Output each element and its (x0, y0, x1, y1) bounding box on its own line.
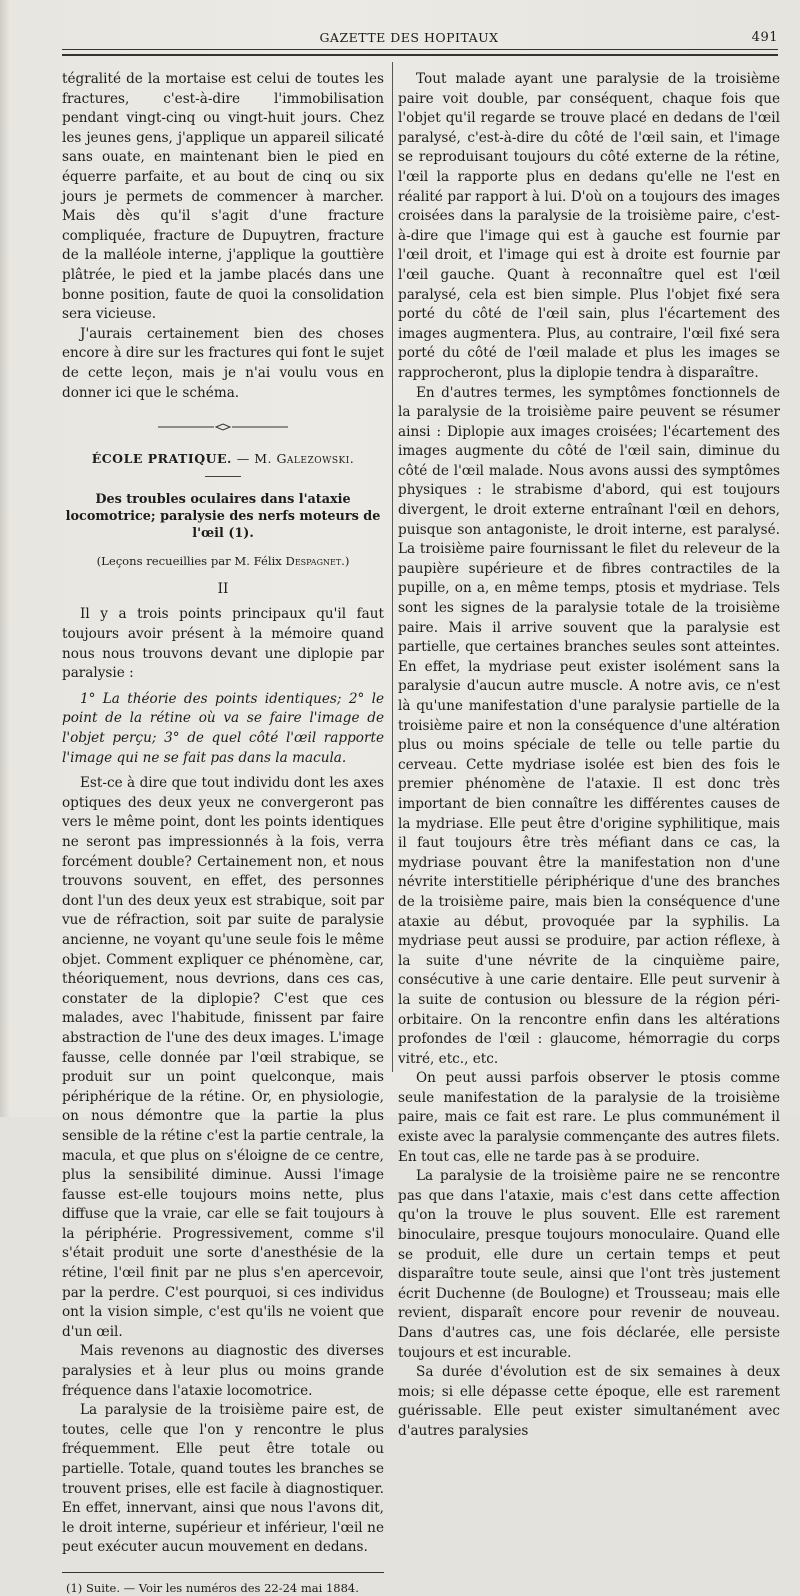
body-paragraph: Tout malade ayant une paralysie de la troisième paire voit double, par conséquent, chaque fois que l'objet qu'il regarde se trouve placé en dedans de l'œil paralysé, c'est-à-dire du côté de l'œil sain, et l'image se reproduisant toujours du côté externe de la rétine, l'œil la rapporte plus en dedans qu'elle ne l'est en réalité par rapport à lui. D'où on a toujours des images croisées dans la paralysie de la troisième paire, c'est-à-dire que l'image qui est à gauche est fournie par l'œil droit, et l'image qui est à droite est fournie par l'œil gauche. Quant à reconnaître quel est l'œil paralysé, cela est bien simple. Plus l'objet fixé sera porté du côté de l'œil sain, plus l'écartement des images augmentera. Plus, au contraire, l'œil fixé sera porté du côté de l'œil malade et plus les images se rapprocheront, plus la diplopie tendra à disparaître. (398, 71, 780, 381)
right-column (398, 70, 780, 1442)
journal-title: GAZETTE DES HOPITAUX (319, 30, 499, 45)
header-rule-thin (62, 49, 778, 50)
body-paragraph: La paralysie de la troisième paire est, de toutes, celle que l'on y rencontre le plus fréquemment. Elle peut être totale ou partielle. Totale, quand toutes les branches se trouvent prises, elle est facile à diagnostiquer. En effet, innervant, ainsi que nous l'avons dit, le droit interne, supérieur et inférieur, l'œil ne peut exécuter aucun mouvement en dedans. (62, 1402, 384, 1556)
lecture-credit-name: Despagnet.) (285, 554, 350, 569)
body-paragraph-italic: 1° La théorie des points identiques; 2° le point de la rétine où va se faire l'image de l'objet perçu; 3° de quel côté l'œil rapporte l'image qui ne se fait pas dans la macula. (62, 690, 384, 766)
header-rule-thick (62, 54, 778, 56)
footnote-rule (62, 1572, 384, 1573)
part-numeral: II (217, 580, 229, 597)
intro-paragraph-1: tégralité de la mortaise est celui de toutes les fractures, c'est-à-dire l'immobilisation pendant vingt-cinq ou vingt-huit jours. Chez les jeunes gens, j'applique un appareil silicaté sans ouate, en maintenant bien le pied en équerre parfaite, et au bout de cinq ou six jours je permets de commencer à marcher. Mais dès qu'il s'agit d'une fracture compliquée, fracture de Dupuytren, fracture de la malléole interne, j'applique la gouttière plâtrée, le pied et la jambe placés dans une bonne position, faute de quoi la consolidation sera vicieuse. (62, 71, 384, 323)
body-paragraph: Sa durée d'évolution est de six semaines à deux mois; si elle dépasse cette époque, elle est rarement guérissable. Elle peut exister simultanément avec d'autres paralysies (398, 1364, 780, 1439)
body-paragraph: Est-ce à dire que tout individu dont les axes optiques des deux yeux ne convergeront pas vers le même point, dont les points identiques ne seront pas impressionnés à la fois, verra forcément double? Certainement non, et nous trouvons souvent, en effet, des personnes dont l'un des deux yeux est strabique, soit par vue de réfraction, soit par suite de paralysie ancienne, ne voyant qu'une seule fois le même objet. Comment expliquer ce phénomène, car, théoriquement, nous devrions, dans ces cas, constater de la diplopie? C'est que ces malades, avec l'habitude, finissent par faire abstraction de l'une des deux images. L'image fausse, celle donnée par l'œil strabique, se produit sur un point quelconque, mais périphérique de la rétine. Or, en physiologie, on nous démontre que la partie la plus sensible de la rétine c'est la partie centrale, la macula, et que plus on s'éloigne de ce centre, plus la sensibilité diminue. Aussi l'image fausse est-elle toujours moins nette, plus diffuse que la vraie, car elle se fait toujours à la périphérie. Progressivement, comme s'il s'était produit une sorte d'anesthésie de la rétine, l'œil finit par ne plus s'en apercevoir, par la perdre. C'est pourquoi, si ces individus ont la vision simple, c'est qu'ils ne voient que d'un œil. (62, 775, 384, 1340)
page-number: 491 (751, 30, 778, 45)
article-title: Des troubles oculaires dans l'ataxie locomotrice; paralysie des nerfs moteurs de l'œil (1). (65, 492, 381, 542)
intro-paragraph-2: J'aurais certainement bien des choses encore à dire sur les fractures qui font le sujet de cette leçon, mais je n'ai voulu vous en donner ici que le schéma. (62, 325, 384, 401)
body-paragraph: En d'autres termes, les symptômes fonctionnels de la paralysie de la troisième paire peuvent se résumer ainsi : Diplopie aux images croisées; l'écartement des images augmente du côté de l'œil sain, diminue du côté de l'œil malade. Nous avons aussi des symptômes physiques : le strabisme d'abord, qui est toujours divergent, le droit externe entraînant l'œil en dehors, puisque son antagoniste, le droit interne, est paralysé. La troisième paire fournissant le filet du releveur de la paupière supérieure et de fibres contractiles de la pupille, on a, en même temps, ptosis et mydriase. Tels sont les signes de la paralysie totale de la troisième paire. Mais il arrive souvent que la paralysie est partielle, que certaines branches seules sont atteintes. En effet, la mydriase peut exister isolément sans la paralysie d'aucun autre muscle. A notre avis, ce n'est là qu'une manifestation d'une paralysie partielle de la troisième paire et non la conséquence d'une altération plus ou moins spéciale de telle ou telle partie du cerveau. Cette mydriase isolée est bien des fois le premier phénomène de l'ataxie. Il est donc très important de bien connaître les différentes causes de la mydriase. Elle peut être d'origine syphilitique, mais il faut toujours être très méfiant dans ce cas, la mydriase pouvant être la manifestation non d'une névrite interstitielle périphérique d'une des branches de la troisième paire, mais bien la conséquence d'une ataxie au début, provoquée par la syphilis. La mydriase peut aussi se produire, par action réflexe, à la suite d'une névrite de la cinquième paire, consécutive à une carie dentaire. Elle peut survenir à la suite de contusion ou blessure de la région péri-orbitaire. On la rencontre enfin dans les altérations profondes de l'œil : glaucome, hémorragie du corps vitré, etc., etc. (398, 384, 780, 1067)
column-separator (392, 62, 393, 1072)
section-heading (62, 449, 384, 469)
section-ornament (62, 417, 384, 437)
lecture-credit-prefix: (Leçons recueillies par M. Félix (96, 554, 282, 569)
lecture-credit (62, 552, 384, 572)
left-column (62, 70, 384, 1596)
ornament-divider-icon (158, 423, 288, 431)
section-author: — M. Galezowski. (236, 450, 355, 466)
section-title: ÉCOLE PRATIQUE. (91, 450, 232, 466)
heading-short-rule (205, 476, 241, 477)
page-header (40, 30, 778, 50)
body-paragraph: On peut aussi parfois observer le ptosis comme seule manifestation de la paralysie de la troisième paire, mais ce fait est rare. Le plus communément il existe avec la paralysie commençante des autres filets. En tout cas, elle ne tarde pas à se produire. (398, 1070, 780, 1165)
footnote: (1) Suite. — Voir les numéros des 22-24 mai 1884. (66, 1580, 359, 1595)
body-paragraph: Il y a trois points principaux qu'il faut toujours avoir présent à la mémoire quand nous nous trouvons devant une diplopie par paralysie : (62, 606, 384, 682)
body-paragraph: La paralysie de la troisième paire ne se rencontre pas que dans l'ataxie, mais c'est dans cette affection qu'on la trouve le plus souvent. Elle est rarement binoculaire, presque toujours monoculaire. Quand elle se produit, elle dure un certain temps et peut disparaître toute seule, ainsi que l'ont très justement écrit Duchenne (de Boulogne) et Trousseau; mais elle revient, disparaît encore pour revenir de nouveau. Dans d'autres cas, une fois déclarée, elle persiste toujours et est incurable. (398, 1168, 780, 1361)
body-paragraph: Mais revenons au diagnostic des diverses paralysies et à leur plus ou moins grande fréquence dans l'ataxie locomotrice. (62, 1343, 384, 1399)
